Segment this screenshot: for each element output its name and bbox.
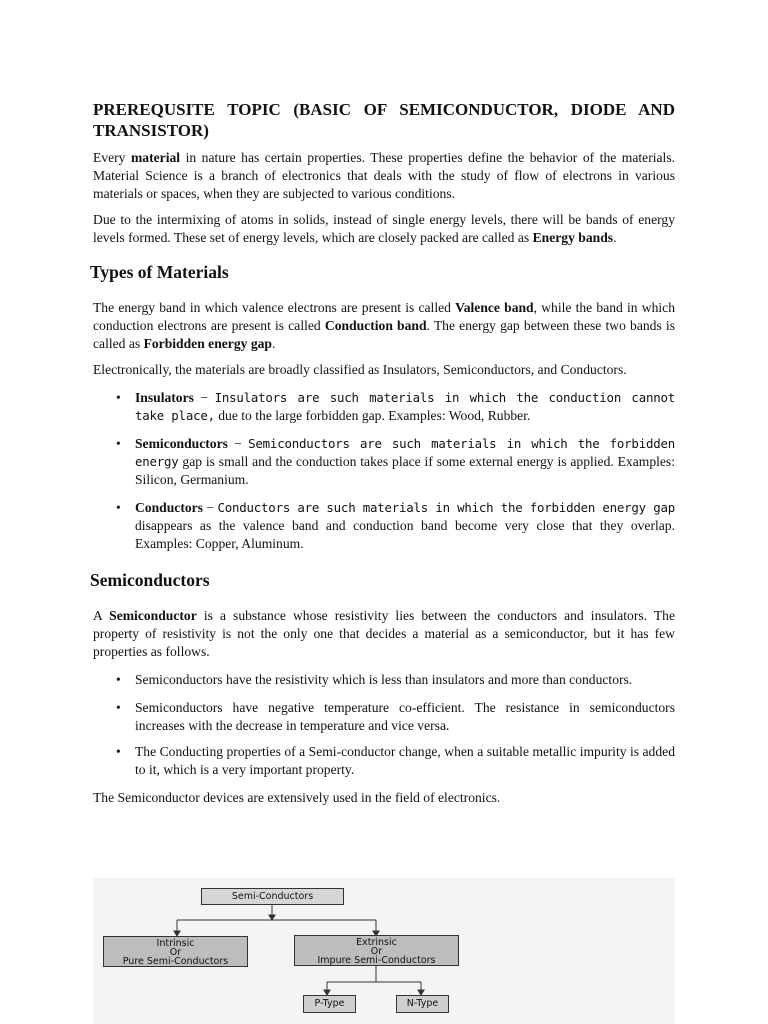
bullet-icon: • — [116, 436, 121, 451]
list-item — [93, 499, 675, 553]
text-run: . — [271, 336, 276, 351]
document-title: PREREQUSITE TOPIC (BASIC OF SEMICONDUCTOR, DIODE AND TRANSISTOR) — [93, 100, 675, 140]
bullet-icon: • — [116, 700, 121, 715]
text-run: Semiconductors have the resistivity which is less than insulators and more than conductors. — [135, 672, 633, 687]
box-label: Intrinsic — [156, 938, 195, 949]
text-run: . — [613, 230, 617, 245]
list-item — [93, 389, 675, 425]
n-type-box — [396, 995, 449, 1013]
semi-conductors-box — [201, 888, 344, 905]
dash: − — [193, 390, 215, 405]
extrinsic-box — [294, 935, 459, 966]
box-label: Or — [370, 946, 383, 957]
text-run: in nature has certain properties. These properties define the behavior of the materials. Material Science is a branch of electronics that deals with the study of flow of electrons in various materials or spaces, when they are subjected to various conditions. — [93, 150, 676, 201]
list-item — [93, 743, 675, 779]
text-run: disappears as the valence band and conduction band become very close that they overlap. Examples: Copper, Aluminum. — [135, 518, 675, 551]
bold-term: material — [130, 150, 181, 165]
box-label: Or — [169, 947, 182, 958]
box-label: Impure Semi-Conductors — [317, 955, 436, 966]
bold-term: Semiconductor — [109, 608, 197, 623]
intrinsic-box — [103, 936, 248, 967]
text-run: Semiconductors are such materials in which the forbidden energy — [135, 436, 675, 469]
closing-paragraph: The Semiconductor devices are extensively used in the field of electronics. — [93, 790, 501, 805]
text-run: The Conducting properties of a Semi-conductor change, when a suitable metallic impurity is added to it, which is a very important property. — [135, 744, 675, 777]
text-run: Conductors are such materials in which the forbidden energy gap — [217, 500, 675, 515]
intro-paragraph-1 — [93, 149, 675, 203]
intro-paragraph-2 — [93, 211, 675, 247]
text-run: is a substance whose resistivity lies between the conductors and insulators. The property of resistivity is not the only one that decides a material as a semiconductor, but it has few properties as follows. — [93, 608, 676, 659]
bullet-icon: • — [116, 672, 121, 687]
box-label: Extrinsic — [356, 937, 397, 948]
bullet-icon: • — [116, 500, 121, 515]
bold-term: Conduction band — [324, 318, 427, 333]
dash: − — [227, 436, 249, 451]
bullet-icon: • — [116, 390, 121, 405]
text-run: Every — [93, 150, 131, 165]
bold-term: Forbidden energy gap — [143, 336, 272, 351]
bold-term: Valence band — [455, 300, 534, 315]
document-body — [90, 99, 676, 807]
bold-term: Conductors — [135, 500, 203, 515]
text-run: The energy band in which valence electrons are present is called — [93, 300, 456, 315]
text-run: Insulators are such materials in which the conduction cannot take place, — [135, 390, 675, 423]
section-heading-types: Types of Materials — [90, 262, 229, 282]
text-run: gap is small and the conduction takes place if some external energy is applied. Examples: Silicon, Germanium. — [135, 454, 675, 487]
section-heading-semiconductors: Semiconductors — [90, 570, 210, 590]
semiconductor-classification-diagram — [93, 878, 675, 1024]
bold-term: Insulators — [135, 390, 194, 405]
text-run: , while the band in which conduction electrons are present is called — [93, 300, 676, 333]
list-item — [93, 435, 675, 489]
box-label: Pure Semi-Conductors — [122, 956, 229, 967]
semiconductor-properties-list — [93, 671, 675, 779]
text-run: Semiconductors have negative temperature co-efficient. The resistance in semiconductors increases with the decrease in temperature and vice versa. — [135, 700, 675, 733]
box-label: Semi-Conductors — [231, 891, 314, 902]
dash: − — [202, 500, 218, 515]
text-run: due to the large forbidden gap. Examples: Wood, Rubber. — [214, 408, 531, 423]
semis-paragraph-1 — [93, 607, 675, 661]
types-paragraph-2: Electronically, the materials are broadly classified as Insulators, Semiconductors, and Conductors. — [93, 362, 627, 377]
types-paragraph-1 — [93, 299, 675, 353]
bold-term: Energy bands — [532, 230, 614, 245]
list-item — [93, 699, 675, 735]
text-run: Due to the intermixing of atoms in solids, instead of single energy levels, there will be bands of energy levels formed. These set of energy levels, which are closely packed are called as — [93, 212, 675, 245]
bullet-icon: • — [116, 744, 121, 759]
text-run: . The energy gap between these two bands is called as — [93, 318, 675, 351]
box-label: P-Type — [314, 998, 345, 1009]
box-label: N-Type — [406, 998, 439, 1009]
materials-list — [93, 389, 675, 553]
text-run: A — [93, 608, 110, 623]
p-type-box — [303, 995, 356, 1013]
bold-term: Semiconductors — [135, 436, 228, 451]
list-item — [93, 671, 675, 689]
